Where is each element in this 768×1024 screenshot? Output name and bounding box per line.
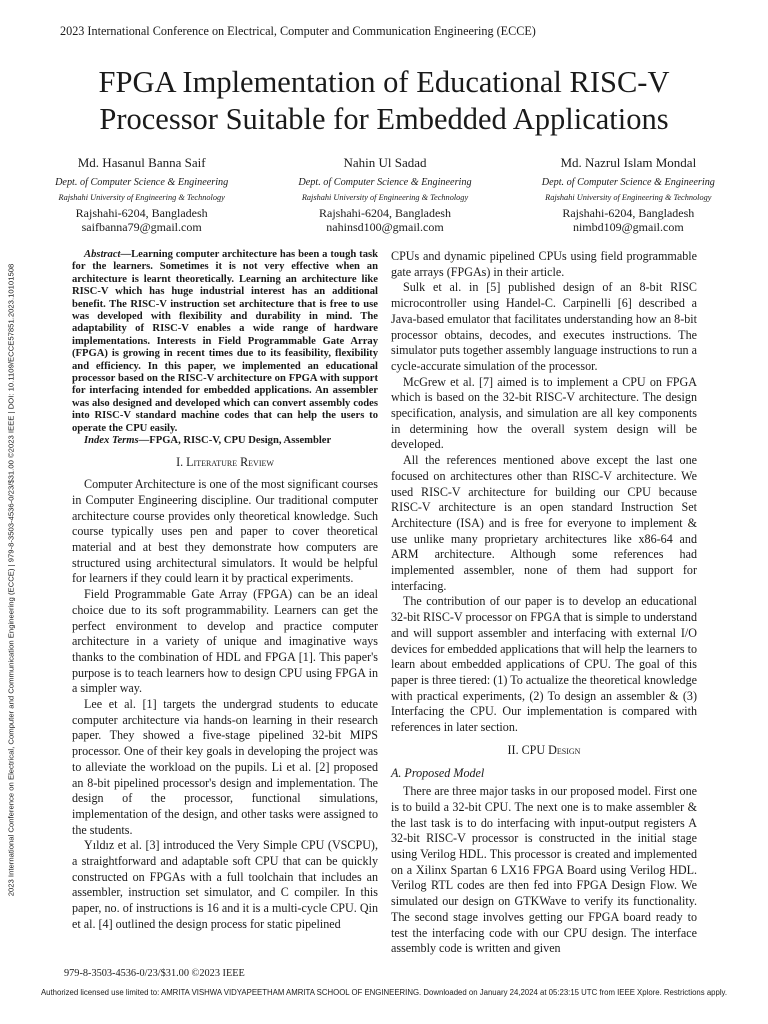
paragraph: Lee et al. [1] targets the undergrad students to educate computer architecture via hands-on learning in their research paper. They showed a five-stage pipelined 32-bit MIPS processor. One of their key goals in developing the project was to alleviate the workload on the pupils. Li et al. [2] proposed an 8-bit pipelined processor's design and implementation. The design of the processor, functional simulations, implementation of the design, and other tasks were assigned to the students. xyxy=(72,697,378,837)
paper-title xyxy=(0,64,768,138)
author-2 xyxy=(263,156,506,235)
author-3 xyxy=(507,156,750,235)
conference-header: 2023 International Conference on Electrical, Computer and Communication Engineering (ECCE) xyxy=(60,24,536,38)
author-block xyxy=(20,156,750,235)
author-dept: Dept. of Computer Science & Engineering xyxy=(55,176,229,188)
author-university: Rajshahi University of Engineering & Technology xyxy=(545,193,712,202)
author-name: Md. Hasanul Banna Saif xyxy=(77,155,206,170)
author-university: Rajshahi University of Engineering & Technology xyxy=(301,193,469,202)
abstract-lead: Abstract xyxy=(84,249,121,260)
index-terms-text: —FPGA, RISC-V, CPU Design, Assembler xyxy=(138,435,332,447)
right-column xyxy=(391,249,697,957)
section-1-title: I. Literature Review xyxy=(176,454,274,469)
paragraph: Field Programmable Gate Array (FPGA) can be an ideal choice due to its soft programmability. Learners can get the perfect environment to develop and practice computer architecture in a variety of unique and imaginative ways thanks to the combination of HDL and FPGA [1]. This paper's purpose is to teach learners how to design CPU using FPGA in a simpler way. xyxy=(72,587,378,696)
abstract-text: —Learning computer architecture has been a tough task for the learners. Sometimes it is not very effective when an architecture is learnt theoretically. Learning an architecture like RISC-V which has huge industrial interest has an additional benefit. The RISC-V instruction set architecture that is free to use was developed with flexibility and durability in mind. The adaptability of RISC-V enables a wide range of hardware implementations. Interests in Field Programmable Gate Array (FPGA) is growing in recent times due to its feasibility, flexibility and efficiency. In this paper, we implemented an educational processor based on the RISC-V architecture on FPGA with support for interfacing intended for embedded applications. An assembler was also designed and developed which can convert assembly codes into RISC-V standard machine codes that can help the users to operate the CPU easily. xyxy=(72,249,378,434)
section-heading xyxy=(391,743,697,759)
copyright-footer: 979-8-3503-4536-0/23/$31.00 ©2023 IEEE xyxy=(64,968,245,979)
author-email: nimbd109@gmail.com xyxy=(572,220,684,234)
doi-sidebar xyxy=(5,180,17,980)
author-name: Md. Nazrul Islam Mondal xyxy=(560,155,697,170)
section-2-title: II. CPU Design xyxy=(507,742,581,757)
paragraph: All the references mentioned above except the last one focused on architectures other than RISC-V architecture. We used RISC-V architecture for building our CPU because RISC-V architecture is an open standard Instruction Set Architecture (ISA) and is free for everyone to implement & use unlike many proprietary architectures like x86-64 and ARM architecture. Although some references had implemented assembler, none of them had support for interfacing. xyxy=(391,453,697,593)
author-dept: Dept. of Computer Science & Engineering xyxy=(298,176,472,188)
author-dept: Dept. of Computer Science & Engineering xyxy=(541,176,715,188)
title-line-1: FPGA Implementation of Educational RISC-V xyxy=(98,65,670,99)
author-university: Rajshahi University of Engineering & Technology xyxy=(58,193,225,202)
license-notice: Authorized licensed use limited to: AMRITA VISHWA VIDYAPEETHAM AMRITA SCHOOL OF ENGINEERING. Downloaded on January 24,2024 at 05:23:15 UTC from IEEE Xplore. Restrictions apply. xyxy=(40,988,728,997)
author-email: nahinsd100@gmail.com xyxy=(326,220,444,234)
paragraph: There are three major tasks in our proposed model. First one is to build a 32-bit CPU. The next one is to make assembler & the last task is to do interfacing with input-output registers A 32-bit RISC-V processor is constructed in the initial stage using Verilog HDL. This processor is created and implemented on a Xilinx Spartan 6 LX16 FPGA Board using Verilog HDL. Verilog RTL codes are then fed into FPGA Design Flow. We simulated our design on GTKWave to verify its functionality. The second stage involves getting our FPGA board ready to test the interfacing code with our CPU design. The interface assembly code is written and given xyxy=(391,784,697,956)
author-city: Rajshahi-6204, Bangladesh xyxy=(75,205,208,220)
author-1 xyxy=(20,156,263,235)
index-terms-lead: Index Terms xyxy=(84,435,139,447)
paragraph: McGrew et al. [7] aimed is to implement a CPU on FPGA which is based on the 32-bit RISC-V architecture. The design specification, analysis, and simulation are all key components in determining how the overall system design will be developed. xyxy=(391,374,697,452)
author-city: Rajshahi-6204, Bangladesh xyxy=(319,205,451,220)
paragraph: Computer Architecture is one of the most significant courses in Computer Engineering discipline. Our traditional computer architecture course provides only theoretical knowledge. Such course typically uses pen and paper to cover theoretical material and at best they demonstrate how computers are structured using architectural simulators. It would be helpful for learners if they could learn it by practical experiments. xyxy=(72,477,378,586)
index-terms xyxy=(72,435,378,447)
left-column xyxy=(72,249,378,933)
author-city: Rajshahi-6204, Bangladesh xyxy=(562,205,695,220)
abstract xyxy=(72,249,378,435)
author-email: saifbanna79@gmail.com xyxy=(81,220,202,234)
paragraph: Sulk et al. in [5] published design of an 8-bit RISC microcontroller using Handel-C. Carpinelli [6] described a Java-based emulator that facilitates understanding how an 8-bit processor obtains, decodes, and executes instructions. The simulator puts together assembly language instructions to run a cycle-accurate simulation of the processor. xyxy=(391,280,697,373)
doi-sidebar-text: 2023 International Conference on Electrical, Computer and Communication Engineering (ECCE) | 979-8-3503-4536-0/23/$31.00 ©2023 IEEE | DOI: 10.1109/ECCE57851.2023.10101508 xyxy=(6,263,16,897)
subsection-heading: A. Proposed Model xyxy=(391,765,485,780)
author-name: Nahin Ul Sadad xyxy=(343,155,427,170)
section-heading xyxy=(72,455,378,471)
paragraph: Yıldız et al. [3] introduced the Very Simple CPU (VSCPU), a straightforward and adaptable soft CPU that can be quickly constructed on FPGAs with a full toolchain that includes an assembler, instruction set simulator, and C compiler. In this paper, no. of instructions is 16 and it is a multi-cycle CPU. Qin et al. [4] outlined the design process for static pipelined xyxy=(72,838,378,931)
paragraph: The contribution of our paper is to develop an educational 32-bit RISC-V processor on FPGA that is simple to understand and will support assembler and interfacing with external I/O devices for embedded applications that will help the learners to learn about embedded applications of CPU. The goal of this paper is three tiered: (1) To actualize the theoretical knowledge with practical experiments, (2) To design an assembler & (3) Interfacing the CPU. Our implementation is compared with references in later section. xyxy=(391,594,697,735)
paragraph: CPUs and dynamic pipelined CPUs using field programmable gate arrays (FPGAs) in their article. xyxy=(391,249,697,279)
title-line-2: Processor Suitable for Embedded Applications xyxy=(99,102,669,136)
